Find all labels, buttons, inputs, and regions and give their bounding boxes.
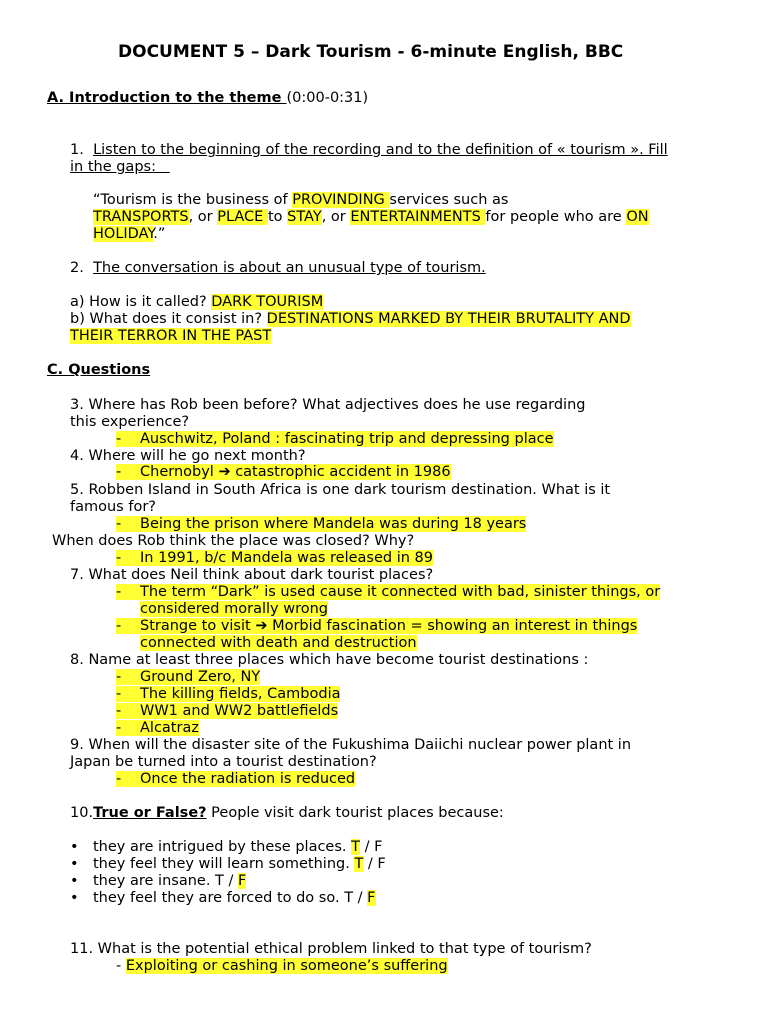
q2-b-cont: THEIR TERROR IN THE PAST [70, 328, 272, 344]
q6-line1: When does Rob think the place was closed? Why? [52, 533, 415, 549]
q4-line1: 4. Where will he go next month? [70, 448, 306, 464]
q11-line1: 11. What is the potential ethical problem linked to that type of tourism? [70, 941, 592, 957]
q1-quote-line2: TRANSPORTS, or PLACE to STAY, or ENTERTAINMENTS for people who are ON [93, 209, 649, 225]
list-item: - Alcatraz [116, 720, 199, 736]
tf-item: • [70, 856, 79, 872]
q10-line1: 10.True or False? People visit dark tourist places because: [70, 805, 504, 821]
tf-item-text: they feel they are forced to do so. T / F [93, 890, 376, 906]
tf-item: • [70, 890, 79, 906]
tf-item-text: they feel they will learn something. T / F [93, 856, 386, 872]
q7-answer-2-cont: connected with death and destruction [140, 635, 417, 651]
q2-line: 2. The conversation is about an unusual type of tourism. [70, 260, 486, 276]
tf-item-text: they are insane. T / F [93, 873, 247, 889]
q3-line1: 3. Where has Rob been before? What adjectives does he use regarding [70, 397, 586, 413]
q7-answer-2: - Strange to visit ➔ Morbid fascination = showing an interest in things [116, 618, 638, 634]
q11-answer: - Exploiting or cashing in someone’s suffering [116, 958, 448, 974]
q1-quote-line3: HOLIDAY.” [93, 226, 166, 242]
q7-answer-1: - The term “Dark” is used cause it connected with bad, sinister things, or [116, 584, 661, 600]
section-c-heading: C. Questions [47, 362, 151, 378]
q5-answer: - Being the prison where Mandela was during 18 years [116, 516, 527, 532]
list-item: - Ground Zero, NY [116, 669, 261, 685]
q2-b: b) What does it consist in? DESTINATIONS MARKED BY THEIR BRUTALITY AND [70, 311, 631, 327]
q1-line2: in the gaps: [70, 159, 156, 175]
q5-line2: famous for? [70, 499, 156, 515]
q9-answer: - Once the radiation is reduced [116, 771, 356, 787]
q9-line1: 9. When will the disaster site of the Fukushima Daiichi nuclear power plant in [70, 737, 632, 753]
q3-answer: - Auschwitz, Poland : fascinating trip and depressing place [116, 431, 554, 447]
q3-line2: this experience? [70, 414, 190, 430]
list-item: - The killing fields, Cambodia [116, 686, 341, 702]
tf-item: • [70, 873, 79, 889]
q7-line1: 7. What does Neil think about dark tourist places? [70, 567, 434, 583]
q2-a: a) How is it called? DARK TOURISM [70, 294, 324, 310]
q1-line1: 1. Listen to the beginning of the recording and to the definition of « tourism ». Fill [70, 142, 668, 158]
q9-line2: Japan be turned into a tourist destination? [70, 754, 377, 770]
section-a-heading: A. Introduction to the theme (0:00-0:31) [47, 90, 369, 106]
q8-line1: 8. Name at least three places which have become tourist destinations : [70, 652, 589, 668]
list-item: - WW1 and WW2 battlefields [116, 703, 339, 719]
q7-answer-1-cont: considered morally wrong [140, 601, 328, 617]
q6-answer: - In 1991, b/c Mandela was released in 89 [116, 550, 433, 566]
tf-item: • [70, 839, 79, 855]
q4-answer: - Chernobyl ➔ catastrophic accident in 1986 [116, 464, 451, 480]
page-title: DOCUMENT 5 – Dark Tourism - 6-minute English, BBC [118, 42, 624, 62]
tf-item-text: they are intrigued by these places. T / F [93, 839, 383, 855]
q1-quote-line1: “Tourism is the business of PROVINDING services such as [93, 192, 509, 208]
q5-line1: 5. Robben Island in South Africa is one dark tourism destination. What is it [70, 482, 611, 498]
